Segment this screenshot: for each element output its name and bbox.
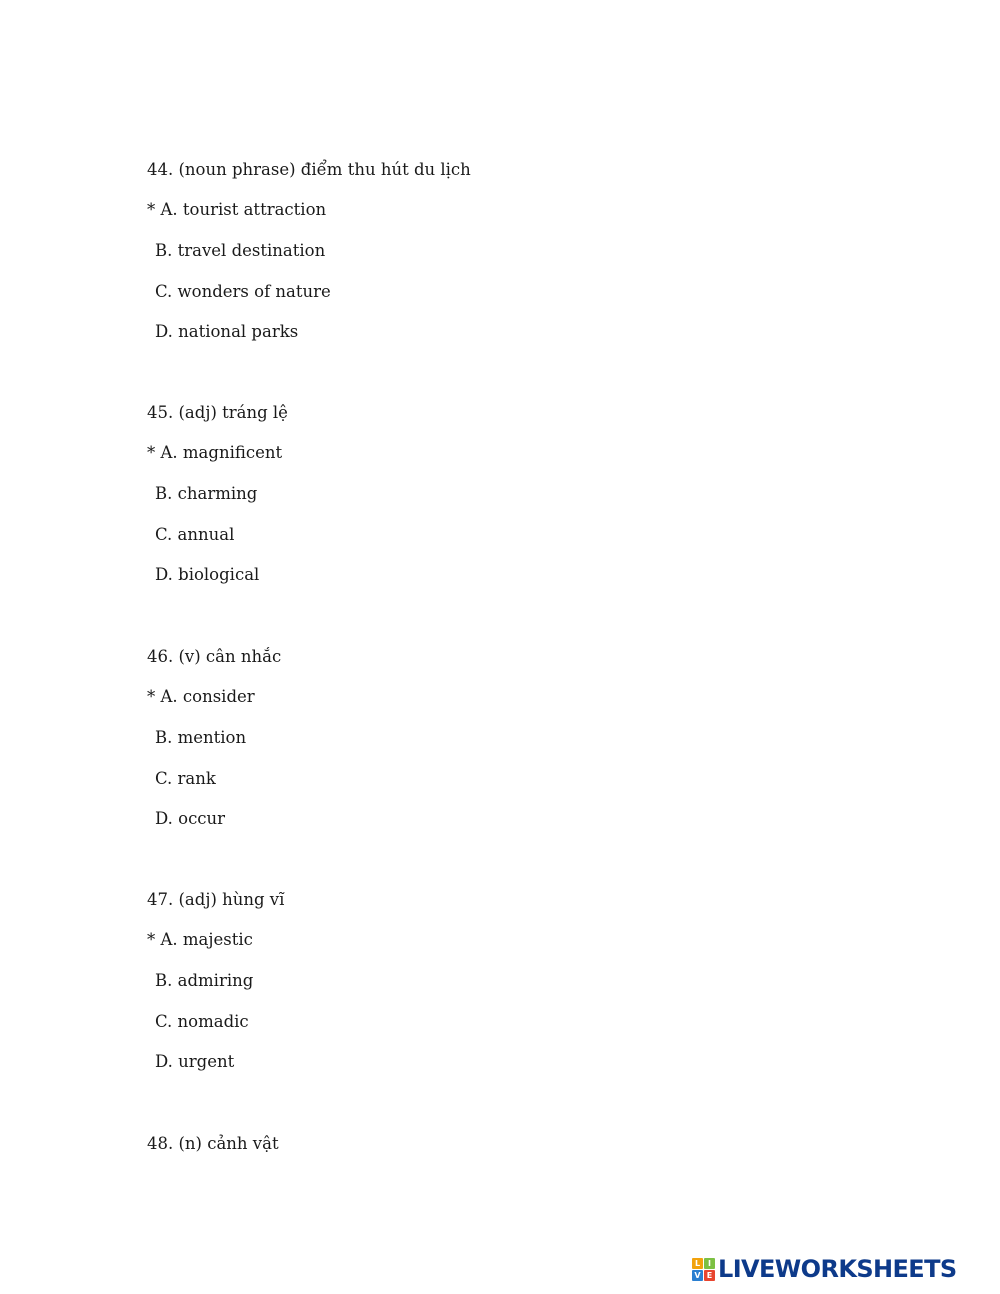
option-a-correct: * A. magnificent bbox=[147, 443, 283, 462]
option-c: C. rank bbox=[155, 769, 216, 788]
question-prompt: 48. (n) cảnh vật bbox=[147, 1134, 279, 1153]
option-b: B. mention bbox=[155, 728, 247, 747]
option-a-correct: * A. consider bbox=[147, 687, 255, 706]
option-c: C. annual bbox=[155, 525, 235, 544]
option-a-correct: * A. tourist attraction bbox=[147, 200, 327, 219]
logo-tile-i: I bbox=[704, 1258, 715, 1269]
question-prompt: 46. (v) cân nhắc bbox=[147, 647, 282, 666]
option-d: D. urgent bbox=[155, 1052, 235, 1071]
logo-tile-v: V bbox=[692, 1270, 703, 1281]
liveworksheets-logo bbox=[692, 1256, 957, 1282]
option-b: B. charming bbox=[155, 484, 258, 503]
option-d: D. national parks bbox=[155, 322, 299, 341]
logo-text: LIVEWORKSHEETS bbox=[718, 1255, 957, 1283]
logo-icon bbox=[692, 1258, 715, 1281]
option-b: B. admiring bbox=[155, 971, 254, 990]
logo-tile-l: L bbox=[692, 1258, 703, 1269]
logo-tile-e: E bbox=[704, 1270, 715, 1281]
question-prompt: 44. (noun phrase) điểm thu hút du lịch bbox=[147, 160, 471, 179]
question-prompt: 47. (adj) hùng vĩ bbox=[147, 890, 285, 909]
option-c: C. wonders of nature bbox=[155, 282, 331, 301]
option-d: D. biological bbox=[155, 565, 260, 584]
option-b: B. travel destination bbox=[155, 241, 326, 260]
option-a-correct: * A. majestic bbox=[147, 930, 253, 949]
question-prompt: 45. (adj) tráng lệ bbox=[147, 403, 288, 422]
option-c: C. nomadic bbox=[155, 1012, 249, 1031]
option-d: D. occur bbox=[155, 809, 226, 828]
